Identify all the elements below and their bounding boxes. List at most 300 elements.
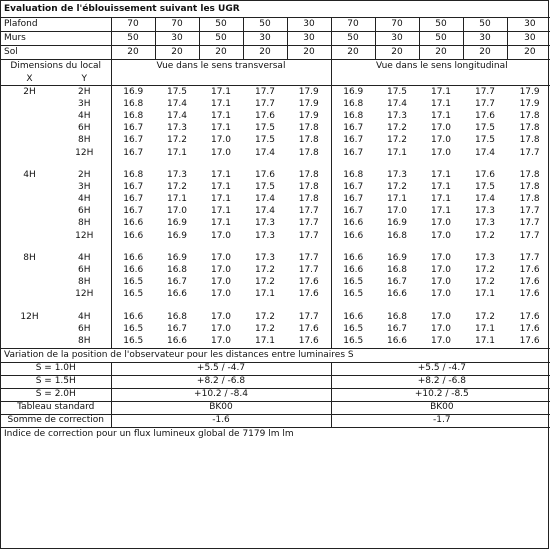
table-row: [1, 147, 550, 159]
ugr-value-longitudinal: 17.0: [430, 147, 452, 158]
ugr-value-transverse: 16.8: [166, 265, 188, 276]
ugr-value-transverse: 17.1: [210, 169, 232, 180]
ugr-value-transverse: 17.4: [254, 194, 276, 205]
param-value: 20: [375, 46, 419, 60]
blank-cell: [1, 159, 111, 169]
correction-row: [1, 414, 550, 427]
ugr-value-transverse: 17.0: [210, 147, 232, 158]
x-header: X: [1, 73, 58, 86]
blank-cell: [1, 242, 111, 252]
correction-note: Indice de correction pour un flux lumineux global de 7179 lm lm: [4, 428, 294, 439]
ugr-value-transverse: 17.4: [254, 206, 276, 217]
ugr-value-transverse: 17.8: [298, 147, 319, 158]
ugr-value-longitudinal: 17.3: [386, 169, 408, 180]
ugr-value-transverse: 17.0: [210, 311, 232, 322]
ugr-value-longitudinal: 17.0: [430, 230, 452, 241]
ugr-value-longitudinal: 17.1: [430, 169, 452, 180]
param-value: 50: [199, 18, 243, 32]
ugr-value-longitudinal: 17.3: [474, 206, 496, 217]
ugr-value-transverse: 16.5: [111, 335, 155, 348]
ugr-value-longitudinal: 17.8: [519, 110, 540, 121]
ugr-value-longitudinal: 17.0: [430, 323, 452, 334]
ugr-value-transverse: 17.6: [298, 289, 319, 300]
ugr-value-longitudinal: 17.1: [430, 206, 452, 217]
table-row: [1, 230, 550, 242]
param-value: 30: [287, 18, 331, 32]
ugr-value-transverse: 17.0: [210, 277, 232, 288]
ugr-value-longitudinal: 16.5: [331, 289, 375, 301]
ugr-value-transverse: 17.0: [166, 206, 188, 217]
ugr-value-longitudinal: 17.8: [519, 181, 540, 192]
table-row: [1, 123, 550, 135]
ugr-value-transverse: 16.8: [111, 110, 155, 122]
ugr-value-longitudinal: 16.6: [386, 289, 408, 300]
ugr-value-transverse: 16.5: [111, 323, 155, 335]
ugr-value-longitudinal: 17.7: [519, 218, 540, 229]
blank-cell: [111, 301, 331, 311]
ugr-value-longitudinal: 17.1: [430, 181, 452, 192]
standard-row: [1, 401, 550, 414]
x-dimension: [1, 277, 58, 289]
ugr-value-transverse: 17.1: [210, 206, 232, 217]
ugr-value-longitudinal: 17.0: [430, 218, 452, 229]
ugr-value-transverse: 17.1: [254, 335, 276, 346]
ugr-value-longitudinal: 16.8: [386, 311, 408, 322]
ugr-value-longitudinal: 17.7: [519, 147, 540, 158]
param-value: 30: [155, 32, 199, 46]
transverse-header: Vue dans le sens transversal: [111, 60, 331, 74]
y-dimension: 2H: [78, 86, 91, 97]
ugr-value-longitudinal: 17.6: [519, 311, 540, 322]
ugr-value-longitudinal: 17.7: [519, 230, 540, 241]
variation-transverse: +10.2 / -8.4: [111, 388, 331, 401]
x-dimension: [1, 110, 58, 122]
param-value: 30: [507, 18, 550, 32]
ugr-value-longitudinal: 16.8: [331, 169, 375, 181]
ugr-value-transverse: 17.9: [298, 98, 319, 109]
param-value: 30: [243, 32, 287, 46]
ugr-value-longitudinal: 17.5: [474, 123, 496, 134]
param-value: 30: [287, 32, 331, 46]
y-dimension: 12H: [75, 230, 94, 241]
ugr-value-longitudinal: 17.2: [386, 135, 408, 146]
ugr-value-transverse: 17.0: [210, 135, 232, 146]
table-row: [1, 181, 550, 193]
ugr-value-longitudinal: 17.4: [474, 147, 496, 158]
y-dimension: 8H: [78, 335, 91, 346]
ugr-value-longitudinal: 17.9: [519, 98, 540, 109]
blank-cell: [111, 242, 331, 252]
ugr-value-transverse: 17.0: [210, 289, 232, 300]
y-dimension: 3H: [78, 98, 91, 109]
y-header: Y: [58, 73, 111, 86]
ugr-value-longitudinal: 17.7: [519, 206, 540, 217]
x-dimension: [1, 218, 58, 230]
ugr-value-longitudinal: 17.0: [430, 123, 452, 134]
ugr-value-longitudinal: 17.2: [386, 123, 408, 134]
y-dimension: 4H: [78, 252, 91, 263]
ugr-value-transverse: 17.0: [210, 252, 232, 263]
ugr-value-transverse: 16.8: [166, 311, 188, 322]
ugr-value-longitudinal: 16.5: [331, 277, 375, 289]
table-row: [1, 86, 550, 99]
spacer-row: [1, 301, 550, 311]
ugr-value-longitudinal: 17.5: [474, 135, 496, 146]
ugr-value-longitudinal: 16.9: [331, 86, 375, 99]
ugr-value-longitudinal: 17.9: [519, 86, 540, 97]
ugr-value-longitudinal: 17.0: [430, 252, 452, 263]
ugr-value-longitudinal: 17.1: [386, 194, 408, 205]
ugr-value-longitudinal: 17.7: [474, 98, 496, 109]
x-dimension: [1, 135, 58, 147]
ugr-value-transverse: 16.7: [111, 147, 155, 159]
param-value: 20: [155, 46, 199, 60]
param-value: 50: [331, 32, 375, 46]
ugr-value-longitudinal: 16.8: [331, 98, 375, 110]
param-value: 20: [331, 46, 375, 60]
ugr-value-longitudinal: 17.1: [386, 147, 408, 158]
x-dimension: [1, 230, 58, 242]
y-dimension: 4H: [78, 110, 91, 121]
correction-label: Somme de correction: [1, 414, 111, 427]
ugr-value-longitudinal: 17.6: [519, 289, 540, 300]
table-row: [1, 335, 550, 348]
table-row: [1, 252, 550, 264]
y-dimension: 6H: [78, 265, 91, 276]
blank-cell: [1, 301, 111, 311]
ugr-value-longitudinal: 17.3: [474, 218, 496, 229]
ugr-value-longitudinal: 17.5: [386, 86, 408, 97]
table-row: [1, 194, 550, 206]
ugr-value-longitudinal: 16.7: [331, 181, 375, 193]
x-dimension: 8H: [23, 252, 36, 263]
ugr-value-transverse: 17.6: [254, 169, 276, 180]
ugr-value-transverse: 17.1: [210, 110, 232, 121]
param-value: 20: [111, 46, 155, 60]
variation-transverse: +8.2 / -6.8: [111, 375, 331, 388]
ugr-value-longitudinal: 17.0: [430, 311, 452, 322]
y-dimension: 3H: [78, 181, 91, 192]
param-value: 50: [419, 32, 463, 46]
table-row: [1, 218, 550, 230]
ugr-value-longitudinal: 17.7: [474, 86, 496, 97]
table-row: [1, 264, 550, 276]
y-dimension: 8H: [78, 135, 91, 146]
ugr-value-longitudinal: 17.8: [519, 169, 540, 180]
ugr-table: [1, 1, 550, 441]
ugr-value-transverse: 17.8: [298, 181, 319, 192]
ugr-value-transverse: 16.7: [166, 277, 188, 288]
ugr-value-longitudinal: 16.7: [386, 277, 408, 288]
ugr-value-transverse: 17.7: [298, 230, 319, 241]
param-value: 30: [375, 32, 419, 46]
param-row: [1, 32, 550, 46]
ugr-value-transverse: 17.1: [210, 194, 232, 205]
ugr-value-transverse: 17.6: [298, 335, 319, 346]
ugr-value-transverse: 17.9: [298, 86, 319, 97]
ugr-value-longitudinal: 16.6: [386, 335, 408, 346]
variation-row: [1, 375, 550, 388]
spacer-row: [1, 242, 550, 252]
ugr-value-longitudinal: 17.2: [386, 181, 408, 192]
ugr-value-longitudinal: 16.7: [331, 206, 375, 218]
x-dimension: [1, 335, 58, 348]
param-value: 20: [463, 46, 507, 60]
blank-cell: [331, 73, 550, 86]
ugr-value-transverse: 16.6: [166, 335, 188, 346]
blank-cell: [331, 242, 550, 252]
ugr-value-transverse: 17.5: [254, 181, 276, 192]
note-row: [1, 427, 550, 441]
ugr-value-transverse: 17.1: [210, 123, 232, 134]
spacer-row: [1, 159, 550, 169]
table-row: [1, 277, 550, 289]
ugr-value-transverse: 17.7: [298, 265, 319, 276]
ugr-value-longitudinal: 16.8: [386, 230, 408, 241]
ugr-value-longitudinal: 17.1: [474, 335, 496, 346]
param-value: 50: [243, 18, 287, 32]
ugr-value-longitudinal: 17.1: [430, 86, 452, 97]
ugr-value-longitudinal: 16.8: [386, 265, 408, 276]
ugr-value-longitudinal: 16.6: [331, 311, 375, 323]
ugr-value-transverse: 16.9: [111, 86, 155, 99]
ugr-value-transverse: 17.7: [298, 206, 319, 217]
ugr-value-longitudinal: 17.6: [519, 323, 540, 334]
ugr-value-transverse: 17.2: [254, 311, 276, 322]
param-value: 20: [507, 46, 550, 60]
param-value: 20: [419, 46, 463, 60]
ugr-value-longitudinal: 16.5: [331, 323, 375, 335]
ugr-value-transverse: 17.2: [254, 323, 276, 334]
x-dimension: [1, 289, 58, 301]
y-dimension: 4H: [78, 311, 91, 322]
ugr-value-transverse: 17.3: [254, 252, 276, 263]
param-label: Sol: [1, 46, 111, 60]
ugr-value-longitudinal: 16.6: [331, 218, 375, 230]
spacing-label: S = 2.0H: [1, 388, 111, 401]
ugr-value-transverse: 16.8: [111, 169, 155, 181]
ugr-value-transverse: 16.6: [111, 311, 155, 323]
blank-cell: [111, 73, 331, 86]
ugr-value-transverse: 16.6: [111, 218, 155, 230]
param-value: 50: [419, 18, 463, 32]
param-value: 20: [287, 46, 331, 60]
ugr-value-longitudinal: 16.7: [386, 323, 408, 334]
ugr-value-longitudinal: 17.2: [474, 230, 496, 241]
x-dimension: [1, 98, 58, 110]
ugr-value-longitudinal: 17.6: [519, 277, 540, 288]
ugr-value-transverse: 16.5: [111, 277, 155, 289]
variation-longitudinal: +5.5 / -4.7: [331, 362, 550, 375]
variation-longitudinal: +10.2 / -8.5: [331, 388, 550, 401]
ugr-value-transverse: 16.9: [166, 252, 188, 263]
ugr-value-transverse: 17.4: [166, 110, 188, 121]
table-row: [1, 289, 550, 301]
param-value: 70: [331, 18, 375, 32]
x-dimension: [1, 194, 58, 206]
ugr-value-transverse: 17.2: [254, 277, 276, 288]
param-value: 20: [243, 46, 287, 60]
ugr-value-transverse: 16.5: [111, 289, 155, 301]
ugr-value-longitudinal: 17.1: [430, 110, 452, 121]
ugr-value-transverse: 17.0: [210, 323, 232, 334]
ugr-value-transverse: 17.8: [298, 135, 319, 146]
ugr-value-transverse: 17.1: [166, 194, 188, 205]
ugr-value-transverse: 17.1: [210, 86, 232, 97]
ugr-value-longitudinal: 16.6: [331, 230, 375, 242]
param-value: 70: [111, 18, 155, 32]
ugr-value-longitudinal: 17.5: [474, 181, 496, 192]
x-dimension: 2H: [23, 86, 36, 97]
standard-longitudinal: BK00: [331, 401, 550, 414]
table-row: [1, 110, 550, 122]
ugr-value-transverse: 17.1: [210, 218, 232, 229]
ugr-value-longitudinal: 17.0: [430, 135, 452, 146]
param-value: 50: [199, 32, 243, 46]
table-row: [1, 169, 550, 181]
ugr-value-longitudinal: 16.7: [331, 135, 375, 147]
ugr-value-transverse: 17.6: [254, 110, 276, 121]
ugr-value-transverse: 16.7: [111, 135, 155, 147]
ugr-value-transverse: 16.6: [166, 289, 188, 300]
ugr-value-transverse: 17.3: [254, 218, 276, 229]
table-row: [1, 135, 550, 147]
ugr-value-transverse: 17.2: [166, 181, 188, 192]
variation-row: [1, 388, 550, 401]
ugr-value-transverse: 17.1: [166, 147, 188, 158]
longitudinal-header: Vue dans le sens longitudinal: [331, 60, 550, 74]
y-dimension: 12H: [75, 147, 94, 158]
ugr-value-transverse: 17.2: [166, 135, 188, 146]
param-value: 70: [155, 18, 199, 32]
ugr-value-longitudinal: 17.2: [474, 277, 496, 288]
ugr-value-transverse: 17.0: [210, 265, 232, 276]
ugr-value-transverse: 17.8: [298, 169, 319, 180]
variation-heading-row: [1, 348, 550, 362]
x-dimension: [1, 147, 58, 159]
ugr-value-longitudinal: 16.9: [386, 218, 408, 229]
blank-cell: [111, 159, 331, 169]
param-label: Murs: [1, 32, 111, 46]
y-dimension: 12H: [75, 289, 94, 300]
ugr-value-longitudinal: 16.7: [331, 194, 375, 206]
x-dimension: [1, 323, 58, 335]
ugr-value-longitudinal: 17.0: [430, 277, 452, 288]
x-dimension: [1, 123, 58, 135]
ugr-value-transverse: 17.4: [254, 147, 276, 158]
x-dimension: [1, 264, 58, 276]
ugr-value-transverse: 16.7: [111, 194, 155, 206]
variation-row: [1, 362, 550, 375]
y-dimension: 6H: [78, 206, 91, 217]
ugr-value-longitudinal: 17.8: [519, 194, 540, 205]
variation-heading: Variation de la position de l'observateur pour les distances entre luminaires S: [1, 348, 550, 362]
ugr-value-transverse: 17.9: [298, 110, 319, 121]
ugr-value-longitudinal: 17.0: [386, 206, 408, 217]
correction-transverse: -1.6: [111, 414, 331, 427]
ugr-value-longitudinal: 17.1: [474, 289, 496, 300]
ugr-value-longitudinal: 16.5: [331, 335, 375, 348]
ugr-value-transverse: 16.9: [166, 230, 188, 241]
x-dimension: [1, 206, 58, 218]
ugr-value-transverse: 17.4: [166, 98, 188, 109]
param-value: 50: [111, 32, 155, 46]
ugr-value-longitudinal: 16.6: [331, 252, 375, 264]
ugr-value-longitudinal: 17.1: [430, 98, 452, 109]
ugr-value-longitudinal: 17.7: [519, 252, 540, 263]
variation-longitudinal: +8.2 / -6.8: [331, 375, 550, 388]
ugr-value-longitudinal: 17.8: [519, 123, 540, 134]
ugr-value-transverse: 16.8: [111, 98, 155, 110]
ugr-value-transverse: 16.9: [166, 218, 188, 229]
ugr-value-transverse: 17.8: [298, 123, 319, 134]
ugr-value-transverse: 16.7: [111, 123, 155, 135]
ugr-value-transverse: 17.1: [210, 181, 232, 192]
ugr-value-transverse: 17.7: [298, 311, 319, 322]
ugr-value-transverse: 17.0: [210, 335, 232, 346]
ugr-value-transverse: 17.7: [298, 218, 319, 229]
ugr-value-transverse: 17.2: [254, 265, 276, 276]
param-row: [1, 18, 550, 32]
ugr-value-longitudinal: 17.0: [430, 335, 452, 346]
spacing-label: S = 1.5H: [1, 375, 111, 388]
y-dimension: 8H: [78, 277, 91, 288]
xy-header-row: [1, 73, 550, 86]
ugr-value-longitudinal: 17.2: [474, 311, 496, 322]
table-row: [1, 323, 550, 335]
ugr-value-longitudinal: 17.2: [474, 265, 496, 276]
correction-longitudinal: -1.7: [331, 414, 550, 427]
ugr-value-transverse: 16.7: [111, 206, 155, 218]
ugr-value-transverse: 17.8: [298, 194, 319, 205]
param-value: 30: [507, 32, 550, 46]
ugr-value-longitudinal: 17.6: [474, 110, 496, 121]
standard-label: Tableau standard: [1, 401, 111, 414]
param-value: 50: [463, 18, 507, 32]
ugr-value-transverse: 17.5: [254, 135, 276, 146]
ugr-value-transverse: 17.7: [254, 98, 276, 109]
ugr-value-transverse: 17.5: [254, 123, 276, 134]
ugr-value-longitudinal: 16.8: [331, 110, 375, 122]
y-dimension: 6H: [78, 123, 91, 134]
x-dimension: 12H: [20, 311, 39, 322]
ugr-value-longitudinal: 17.0: [430, 265, 452, 276]
ugr-value-longitudinal: 17.1: [474, 323, 496, 334]
blank-cell: [331, 159, 550, 169]
ugr-value-transverse: 17.0: [210, 230, 232, 241]
param-value: 20: [199, 46, 243, 60]
ugr-value-longitudinal: 17.6: [519, 265, 540, 276]
y-dimension: 4H: [78, 194, 91, 205]
y-dimension: 2H: [78, 169, 91, 180]
ugr-value-transverse: 16.7: [111, 181, 155, 193]
ugr-value-transverse: 17.6: [298, 323, 319, 334]
ugr-value-transverse: 17.7: [298, 252, 319, 263]
ugr-value-longitudinal: 17.0: [430, 289, 452, 300]
table-row: [1, 98, 550, 110]
ugr-value-transverse: 17.3: [166, 123, 188, 134]
ugr-value-longitudinal: 17.1: [430, 194, 452, 205]
blank-cell: [331, 301, 550, 311]
standard-transverse: BK00: [111, 401, 331, 414]
ugr-value-longitudinal: 17.6: [474, 169, 496, 180]
variation-transverse: +5.5 / -4.7: [111, 362, 331, 375]
y-dimension: 8H: [78, 218, 91, 229]
ugr-value-longitudinal: 17.3: [386, 110, 408, 121]
x-dimension: 4H: [23, 169, 36, 180]
header-row: [1, 60, 550, 74]
param-row: [1, 46, 550, 60]
